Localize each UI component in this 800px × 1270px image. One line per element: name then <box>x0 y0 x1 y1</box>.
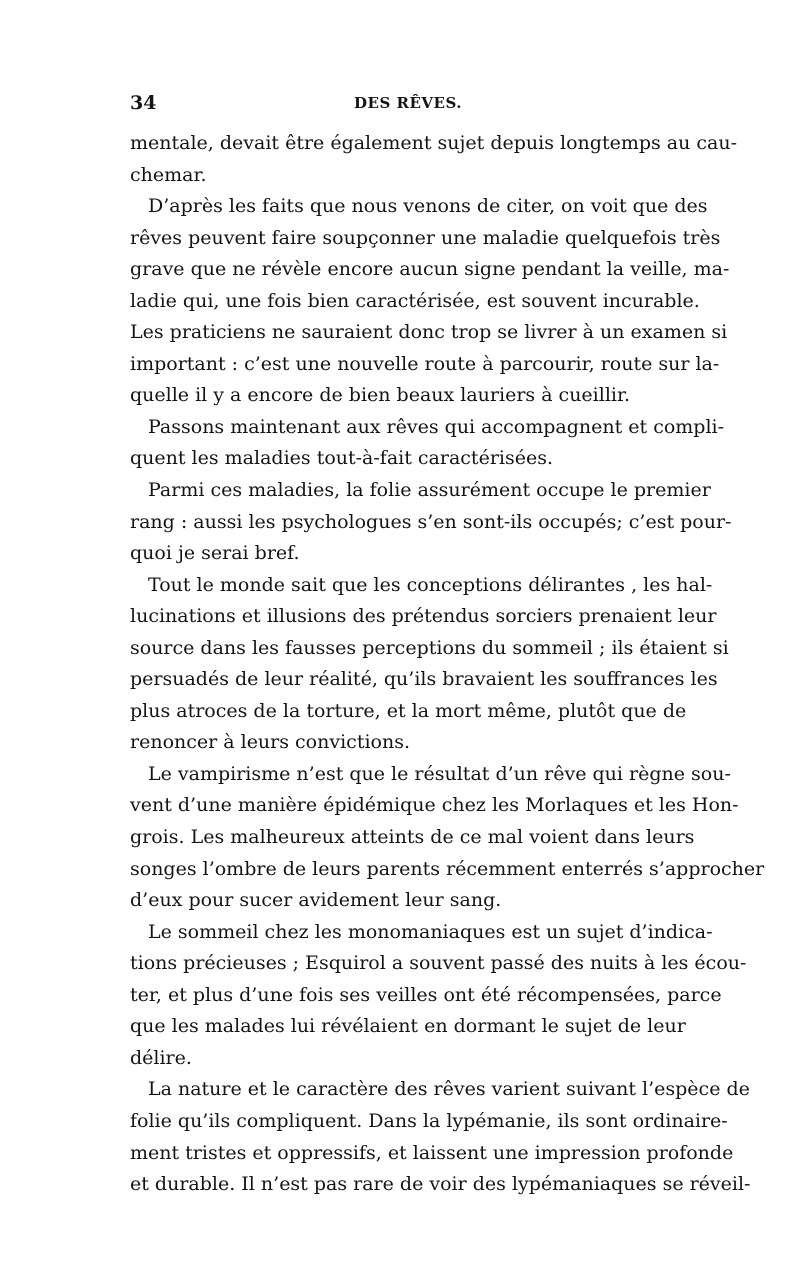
text-line: rang : aussi les psychologues s’en sont-ils occupés; c’est pour- <box>130 510 732 533</box>
text-line: quoi je serai bref. <box>130 542 300 565</box>
text-line: Le sommeil chez les monomaniaques est un sujet d’indica- <box>148 920 713 943</box>
text-line: tions précieuses ; Esquirol a souvent passé des nuits à les écou- <box>130 952 747 975</box>
text-line: plus atroces de la torture, et la mort même, plutôt que de <box>130 699 687 722</box>
text-line: source dans les fausses perceptions du sommeil ; ils étaient si <box>130 636 729 659</box>
text-line: ter, et plus d’une fois ses veilles ont été récompensées, parce <box>130 983 722 1006</box>
text-line: d’eux pour sucer avidement leur sang. <box>130 889 502 912</box>
text-line: Passons maintenant aux rêves qui accompagnent et compli- <box>148 415 725 438</box>
text-line: quelle il y a encore de bien beaux lauriers à cueillir. <box>130 384 631 407</box>
text-line: D’après les faits que nous venons de citer, on voit que des <box>148 195 708 218</box>
page-header <box>130 92 670 118</box>
text-line: Tout le monde sait que les conceptions délirantes , les hal- <box>148 573 713 596</box>
text-line: chemar. <box>130 163 207 186</box>
running-title: DES RÊVES. <box>354 94 462 112</box>
text-line: ment tristes et oppressifs, et laissent une impression profonde <box>130 1141 734 1164</box>
text-line: que les malades lui révélaient en dormant le sujet de leur <box>130 1015 686 1038</box>
text-line: ladie qui, une fois bien caractérisée, est souvent incurable. <box>130 289 700 312</box>
text-line: lucinations et illusions des prétendus sorciers prenaient leur <box>130 605 717 628</box>
text-line: rêves peuvent faire soupçonner une maladie quelquefois très <box>130 226 721 249</box>
text-line: persuadés de leur réalité, qu’ils bravaient les souffrances les <box>130 668 718 691</box>
page-body-text <box>130 128 765 1201</box>
text-line: Le vampirisme n’est que le résultat d’un rêve qui règne sou- <box>148 762 731 785</box>
text-line: La nature et le caractère des rêves varient suivant l’espèce de <box>148 1078 750 1101</box>
page-number: 34 <box>130 92 157 114</box>
text-line: délire. <box>130 1046 192 1069</box>
text-line: mentale, devait être également sujet depuis longtemps au cau- <box>130 132 738 154</box>
text-line: grave que ne révèle encore aucun signe pendant la veille, ma- <box>130 258 730 281</box>
text-line: songes l’ombre de leurs parents récemment enterrés s’approcher <box>130 857 765 880</box>
text-line: grois. Les malheureux atteints de ce mal voient dans leurs <box>130 826 695 849</box>
text-line: et durable. Il n’est pas rare de voir des lypémaniaques se réveil- <box>130 1173 751 1196</box>
text-line: folie qu’ils compliquent. Dans la lypémanie, ils sont ordinaire- <box>130 1109 728 1132</box>
text-line: quent les maladies tout-à-fait caractérisées. <box>130 447 554 470</box>
text-line: vent d’une manière épidémique chez les Morlaques et les Hon- <box>130 794 739 817</box>
text-line: important : c’est une nouvelle route à parcourir, route sur la- <box>130 352 720 375</box>
text-line: renoncer à leurs convictions. <box>130 731 410 754</box>
text-line: Parmi ces maladies, la folie assurément occupe le premier <box>148 479 711 502</box>
text-line: Les praticiens ne sauraient donc trop se livrer à un examen si <box>130 321 728 344</box>
